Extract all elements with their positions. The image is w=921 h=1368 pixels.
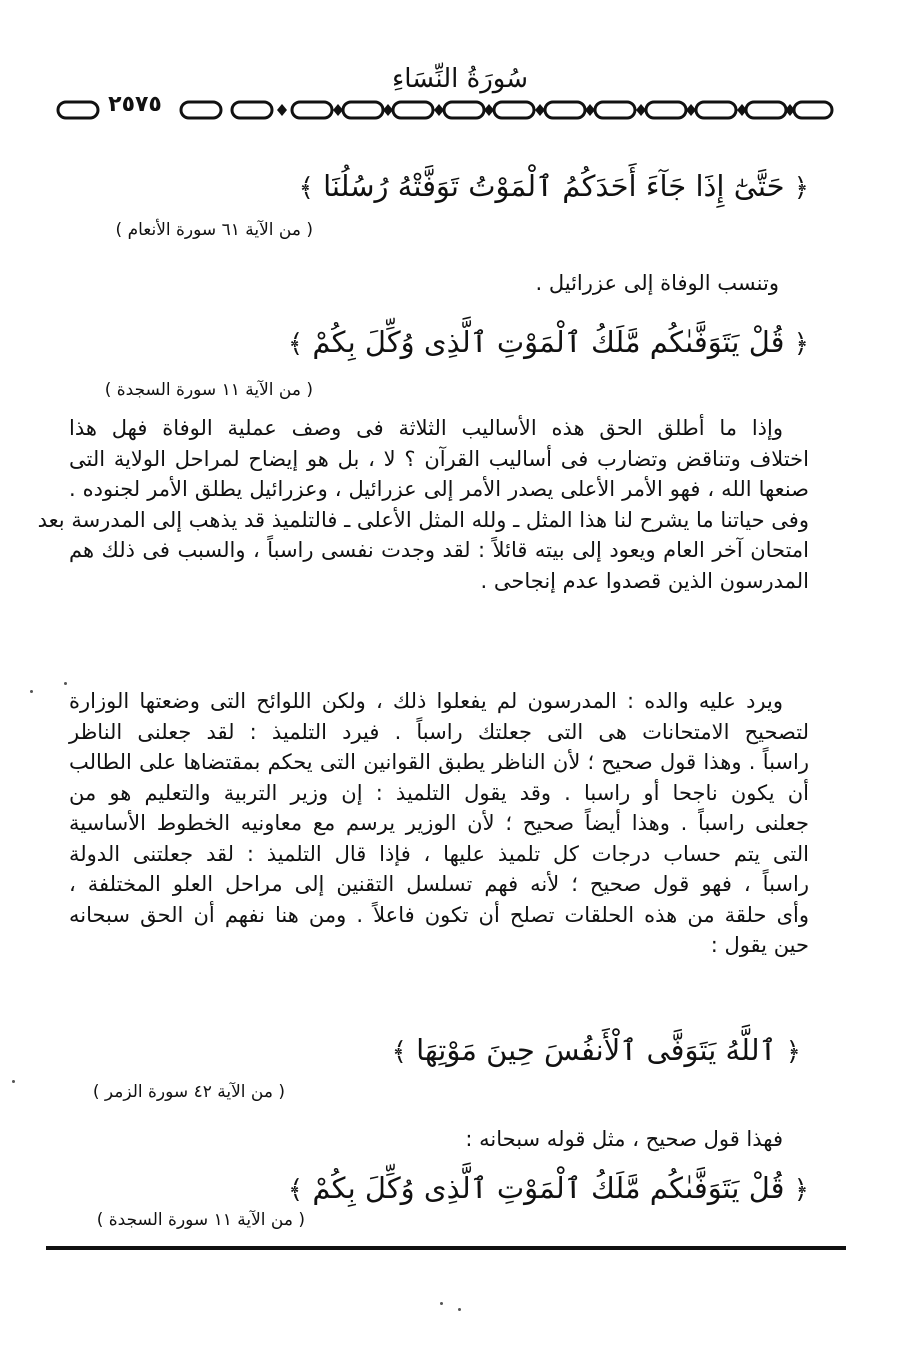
scan-speck [440, 1302, 443, 1305]
text-line: وإذا ما أطلق الحق هذه الأساليب الثلاثة فى وصف عملية الوفاة فهل هذا [69, 416, 783, 440]
text-line: راسباً ، فهو قول صحيح ؛ لأنه فهم تسلسل التقنين إلى مراحل العلو المختلفة ، [69, 872, 809, 896]
bottom-rule [46, 1246, 846, 1250]
verse-reference-3: ( من الآية ٤٢ سورة الزمر ) [92, 1082, 285, 1102]
scan-speck [458, 1308, 461, 1311]
verse-text: ٱللَّهُ يَتَوَفَّى ٱلْأَنفُسَ حِينَ مَوْتِهَا [416, 1033, 777, 1067]
verse-close-bracket: ﴾ [287, 329, 304, 359]
quran-verse-4 [109, 1168, 809, 1210]
scan-speck [30, 690, 33, 693]
text-line: راسباً . وهذا قول صحيح ؛ لأن الناظر يطبق القوانين التى يحكم بمقتضاها على الطالب [69, 750, 809, 774]
verse-open-bracket: ﴿ [793, 329, 809, 359]
text-line: وأى حلقة من هذه الحلقات تصلح أن تكون فاعلاً . ومن هنا نفهم أن الحق سبحانه [69, 902, 809, 927]
verse-reference-2: ( من الآية ١١ سورة السجدة ) [104, 380, 313, 400]
text-line: امتحان آخر العام ويعود إلى بيته قائلاً : لقد وجدت نفسى راسباً ، والسبب فى ذلك هم [69, 538, 809, 562]
paragraph-2 [69, 686, 809, 961]
text-line: جعلنى راسباً . وهذا أيضاً صحيح ؛ لأن الوزير يرسم مع معاونيه الخطوط الأساسية [69, 811, 809, 835]
page-number: ٢٥٧٥ [108, 92, 162, 117]
text-line: المدرسون الذين قصدوا عدم إنجاحى . [480, 568, 809, 593]
verse-text: حَتَّىٰٓ إِذَا جَآءَ أَحَدَكُمُ ٱلْمَوْتُ تَوَفَّتْهُ رُسُلُنَا [323, 169, 785, 203]
quran-verse-3 [101, 1030, 801, 1072]
paragraph-1 [37, 413, 809, 596]
quran-verse-1 [109, 166, 809, 208]
text-line: فهذا قول صحيح ، مثل قوله سبحانه : [465, 1127, 783, 1151]
scan-speck [12, 1080, 15, 1083]
verse-text: قُلْ يَتَوَفَّىٰكُم مَّلَكُ ٱلْمَوْتِ ٱلَّذِى وُكِّلَ بِكُمْ [312, 1171, 785, 1205]
verse-text: قُلْ يَتَوَفَّىٰكُم مَّلَكُ ٱلْمَوْتِ ٱلَّذِى وُكِّلَ بِكُمْ [312, 325, 785, 359]
text-line: أن يكون ناجحا أو راسبا . وقد يقول التلميذ : إن وزير التربية والتعليم هو من [69, 780, 809, 805]
text-line: وفى حياتنا ما يشرح لنا هذا المثل ـ ولله المثل الأعلى ـ فالتلميذ قد يذهب إلى المدرسة بعد [37, 507, 809, 532]
verse-open-bracket: ﴿ [793, 173, 809, 203]
verse-close-bracket: ﴾ [391, 1037, 407, 1067]
quran-verse-2 [109, 322, 809, 364]
verse-reference-4: ( من الآية ١١ سورة السجدة ) [96, 1210, 305, 1230]
verse-open-bracket: ﴿ [793, 1175, 809, 1205]
text-line: ويرد عليه والده : المدرسون لم يفعلوا ذلك ، ولكن اللوائح التى وضعتها الوزارة [69, 689, 783, 713]
text-line-izrail [69, 268, 809, 299]
text-line: التى يتم حساب درجات كل تلميذ عليها ، فإذا قال التلميذ : لقد جعلتنى الدولة [69, 841, 809, 866]
text-line: اختلاف وتناقض وتضارب فى أساليب القرآن ؟ لا ، بل هو إيضاح لمراحل الولاية التى [69, 446, 809, 471]
surah-title: سُورَةُ النِّسَاءِ [392, 64, 528, 94]
verse-open-bracket: ﴿ [785, 1037, 801, 1067]
text-line-fahatha [69, 1124, 809, 1155]
verse-close-bracket: ﴾ [298, 173, 314, 203]
text-line: صنعها الله ، فهو الأمر الأعلى يصدر الأمر إلى عزرائيل ، وعزرائيل يطلق الأمر لجنوده . [69, 477, 809, 501]
text-line: وتنسب الوفاة إلى عزرائيل . [535, 271, 779, 295]
text-line: لتصحيح الامتحانات هى التى جعلتك راسباً . فيرد التلميذ : لقد جعلنى الناظر [69, 719, 809, 744]
verse-reference-1: ( من الآية ٦١ سورة الأنعام ) [115, 220, 313, 240]
text-line: حين يقول : [710, 933, 809, 957]
verse-close-bracket: ﴾ [287, 1175, 304, 1205]
scan-speck [64, 682, 67, 685]
